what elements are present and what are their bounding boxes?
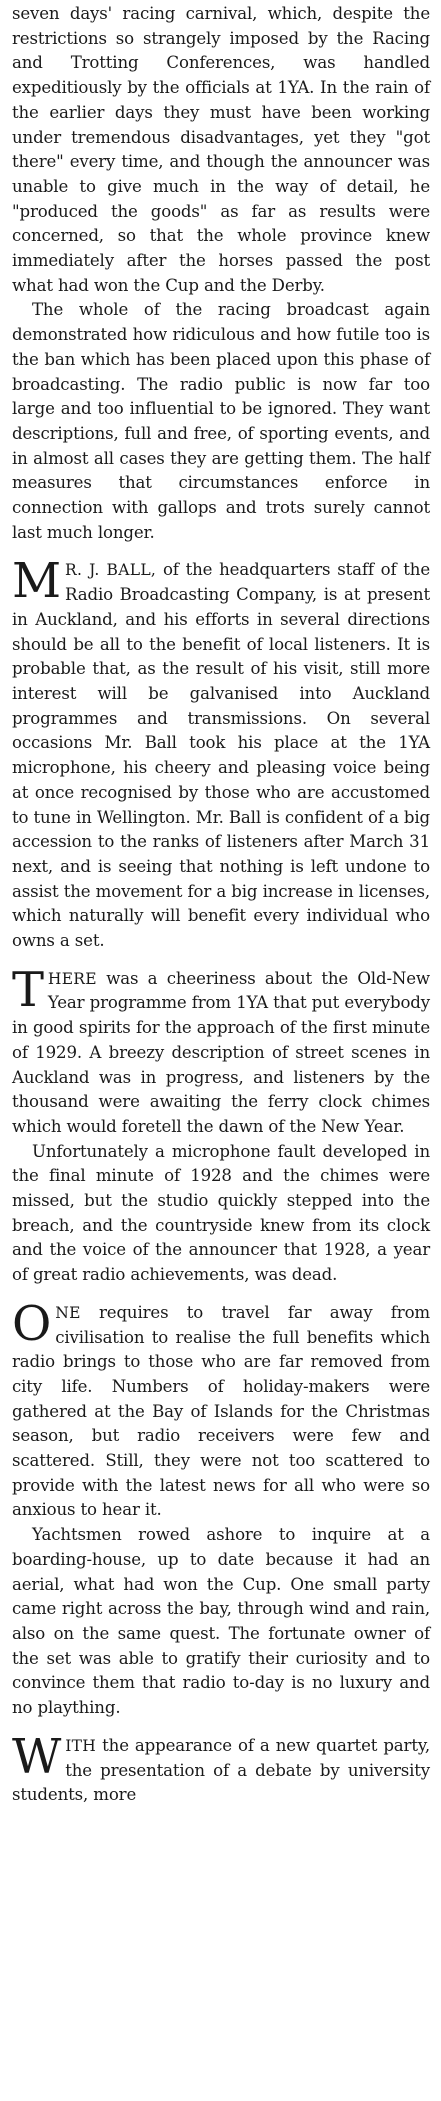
article-paragraph [12, 961, 430, 1140]
paragraph-text: was a cheeriness about the Old-New Year programme from 1YA that put everybody in good spirits for the approach of the first minute of 1929. A breezy description of street scenes in Auckland was in progress, and listeners by the thousand were awaiting the ferry clock chimes which would foretell the dawn of the New Year. [12, 968, 430, 1136]
drop-cap: W [12, 1728, 62, 1785]
article-paragraph: seven days' racing carnival, which, despite the restrictions so strangely imposed by the Racing and Trotting Conferences, was handled expeditiously by the officials at 1YA. In the rain of the earlier days they must have been working under tremendous disadvantages, yet they "got there" every time, and though the announcer was unable to give much in the way of detail, he "produced the goods" as far as results were concerned, so that the whole province knew immediately after the horses passed the post what had won the Cup and the Derby. [12, 4, 430, 295]
drop-cap: M [12, 553, 61, 610]
newspaper-column [12, 2, 430, 1808]
lead-in-caps: NE [55, 1303, 81, 1322]
paragraph-text: requires to travel far away from civilisation to realise the full benefits which radio brings to those who are far removed from city life. Numbers of holiday-makers were gathered at the Bay of Islands for the Christmas season, but radio receivers were few and scattered. Still, they were not too scattered to provide with the latest news for all who were so anxious to hear it. [12, 1302, 430, 1520]
article-paragraph: Yachtsmen rowed ashore to inquire at a boarding-house, up to date because it had an aerial, what had won the Cup. One small party came right across the bay, through wind and rain, also on the same quest. The fortunate owner of the set was able to gratify their curiosity and to convince them that radio to-day is no luxury and no plaything. [12, 1525, 430, 1718]
article-paragraph [12, 1728, 430, 1808]
drop-cap: O [12, 1295, 52, 1352]
lead-in-caps: R. J. BALL, [65, 561, 157, 580]
article-bay-of-islands [12, 1295, 430, 1721]
article-old-new-year [12, 961, 430, 1288]
lead-in-caps: ITH [65, 1736, 97, 1755]
drop-cap: T [12, 961, 44, 1018]
lead-in-caps: HERE [47, 969, 97, 988]
article-paragraph: The whole of the racing broadcast again demonstrated how ridiculous and how futile too is the ban which has been placed upon this phase of broadcasting. The radio public is now far too large and too influential to be ignored. They want descriptions, full and free, of sporting events, and in almost all cases they are getting them. The half measures that circumstances enforce in connection with gallops and trots surely cannot last much longer. [12, 300, 430, 542]
paragraph-text: the appearance of a new quartet party, the presentation of a debate by university students, more [12, 1735, 430, 1805]
article-paragraph [12, 553, 430, 953]
paragraph-text: of the headquarters staff of the Radio Broadcasting Company, is at present in Auckland, and his efforts in several directions should be all to the benefit of local listeners. It is probable that, as the result of his visit, still more interest will be galvanised into Auckland programmes and transmissions. On several occasions Mr. Ball took his place at the 1YA microphone, his cheery and pleasing voice being at once recognised by those who are accustomed to tune in Wellington. Mr. Ball is confident of a big accession to the ranks of listeners after March 31 next, and is seeing that nothing is left undone to assist the movement for a big increase in licenses, which naturally will benefit every individual who owns a set. [12, 560, 430, 951]
article-paragraph: Unfortunately a microphone fault developed in the final minute of 1928 and the chimes were missed, but the studio quickly stepped into the breach, and the countryside knew from its clock and the voice of the announcer that 1928, a year of great radio achievements, was dead. [12, 1141, 430, 1285]
article-mr-ball [12, 553, 430, 953]
article-quartet-party [12, 1728, 430, 1808]
article-racing-broadcast [12, 2, 430, 545]
article-paragraph [12, 1295, 430, 1523]
